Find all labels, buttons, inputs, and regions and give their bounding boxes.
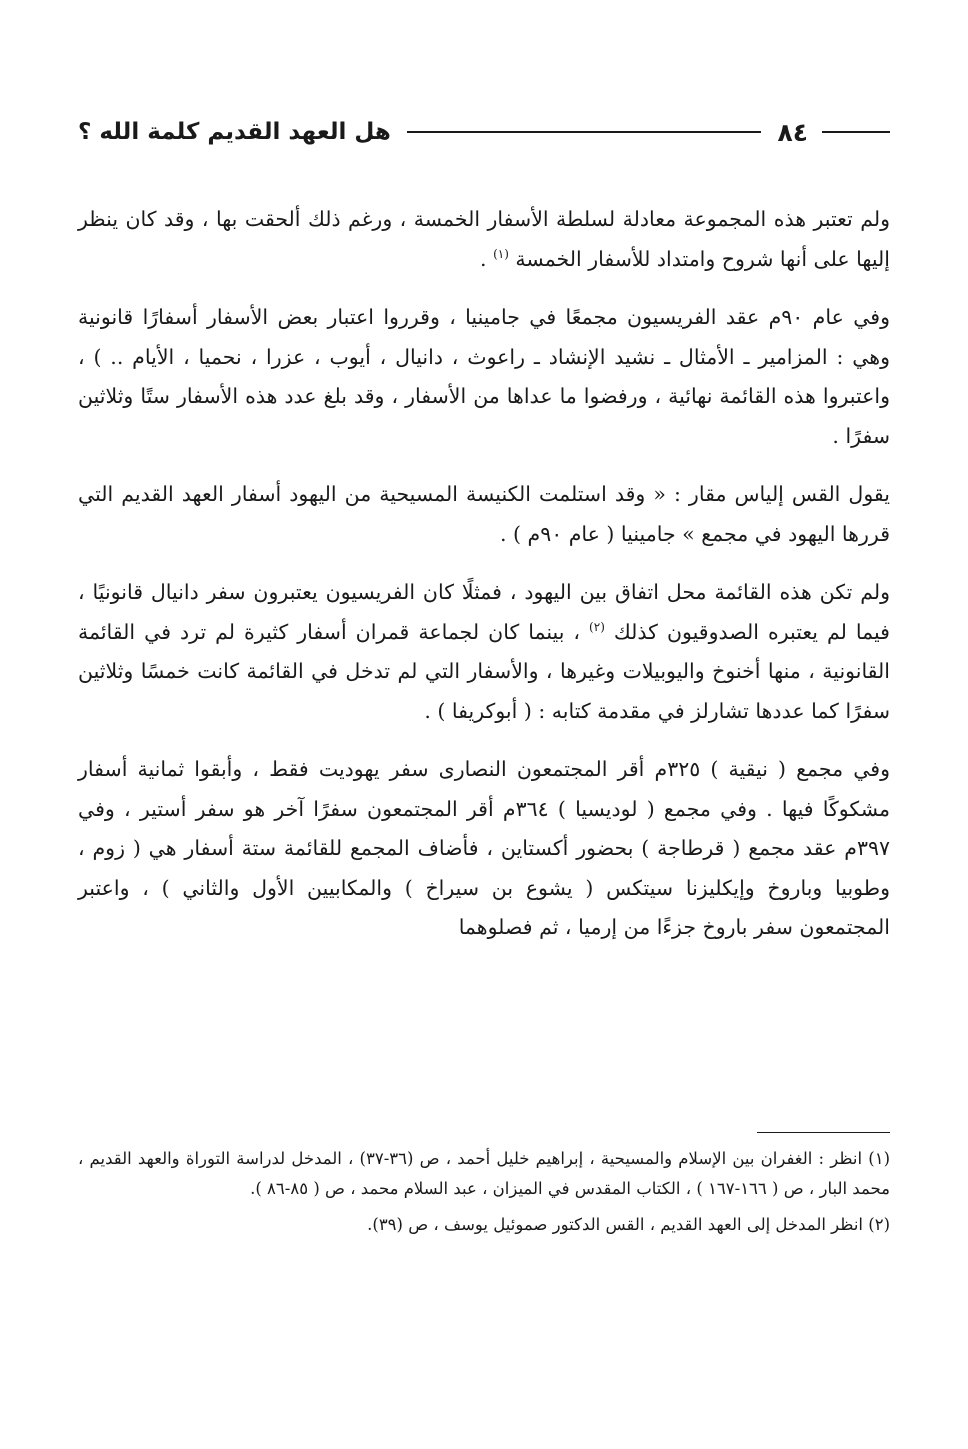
running-header: [78, 110, 890, 154]
footnote-ref-2: (٢): [589, 619, 605, 634]
paragraph-text: ولم تكن هذه القائمة محل اتفاق بين اليهود ، فمثلًا كان الفريسيون يعتبرون سفر دانيال قانونيًا ، فيما لم يعتبره الصدوقيون كذلك: [78, 580, 890, 644]
running-title: هل العهد القديم كلمة الله ؟: [78, 119, 391, 145]
footnote-separator: [757, 1132, 890, 1133]
paragraph-4: [78, 573, 890, 731]
paragraph-text: ولم تعتبر هذه المجموعة معادلة لسلطة الأسفار الخمسة ، ورغم ذلك ألحقت بها ، وقد كان ينظر إليها على أنها شروح وامتداد للأسفار الخمسة: [78, 207, 890, 271]
book-page: [78, 110, 890, 1410]
paragraph-tail: .: [480, 246, 494, 271]
paragraph-2: وفي عام ٩٠م عقد الفريسيون مجمعًا في جامينيا ، وقرروا اعتبار بعض الأسفار أسفارًا قانونية وهي : المزامير ـ الأمثال ـ نشيد الإنشاد ـ راعوث ، دانيال ، أيوب ، عزرا ، نحميا ، الأيام .. ) ، واعتبروا هذه القائمة نهائية ، ورفضوا ما عداها من الأسفار ، وقد بلغ عدد هذه الأسفار ستًا وثلاثين سفرًا .: [78, 305, 890, 448]
header-rule-short: [822, 131, 890, 133]
body-text: [78, 200, 890, 948]
footnote-ref-1: (١): [493, 246, 509, 261]
paragraph-3: يقول القس إلياس مقار : « وقد استلمت الكنيسة المسيحية من اليهود أسفار العهد القديم التي قررها اليهود في مجمع » جامينيا ( عام ٩٠م ) .: [78, 482, 890, 546]
paragraph-1: [78, 200, 890, 279]
page-number: ٨٤: [777, 117, 808, 147]
header-rule-long: [407, 131, 762, 133]
footnote-2: (٢) انظر المدخل إلى العهد القديم ، القس الدكتور صموئيل يوسف ، ص (٣٩).: [367, 1215, 890, 1234]
paragraph-tail: ، بينما كان لجماعة قمران أسفار كثيرة لم ترد في القائمة القانونية ، منها أخنوخ واليوبيلات وغيرها ، والأسفار التي لم تدخل في القائمة كانت خمسًا وثلاثين سفرًا كما عددها تشارلز في مقدمة كتابه : ( أبوكريفا ) .: [78, 619, 890, 723]
paragraph-5: وفي مجمع ( نيقية ) ٣٢٥م أقر المجتمعون النصارى سفر يهوديت فقط ، وأبقوا ثمانية أسفار مشكوكًا فيها . وفي مجمع ( لوديسيا ) ٣٦٤م أقر المجتمعون سفرًا آخر هو سفر أستير ، وفي ٣٩٧م عقد مجمع ( قرطاجة ) بحضور أكستاين ، فأضاف المجمع للقائمة ستة أسفار هي ( زوم ، وطوبيا وباروخ وإيكليزنا سيتكس ( يشوع بن سيراخ ) والمكابيين الأول والثاني ) ، واعتبر المجتمعون سفر باروخ جزءًا من إرميا ، ثم فصلوهما: [78, 757, 891, 939]
footnotes: [78, 1144, 890, 1246]
footnote-1: (١) انظر : الغفران بين الإسلام والمسيحية ، إبراهيم خليل أحمد ، ص (٣٦-٣٧) ، المدخل لدراسة التوراة والعهد القديم ، محمد البار ، ص ( ١٦٦-١٦٧ ) ، الكتاب المقدس في الميزان ، عبد السلام محمد ، ص ( ٨٥-٨٦ ).: [78, 1149, 890, 1198]
